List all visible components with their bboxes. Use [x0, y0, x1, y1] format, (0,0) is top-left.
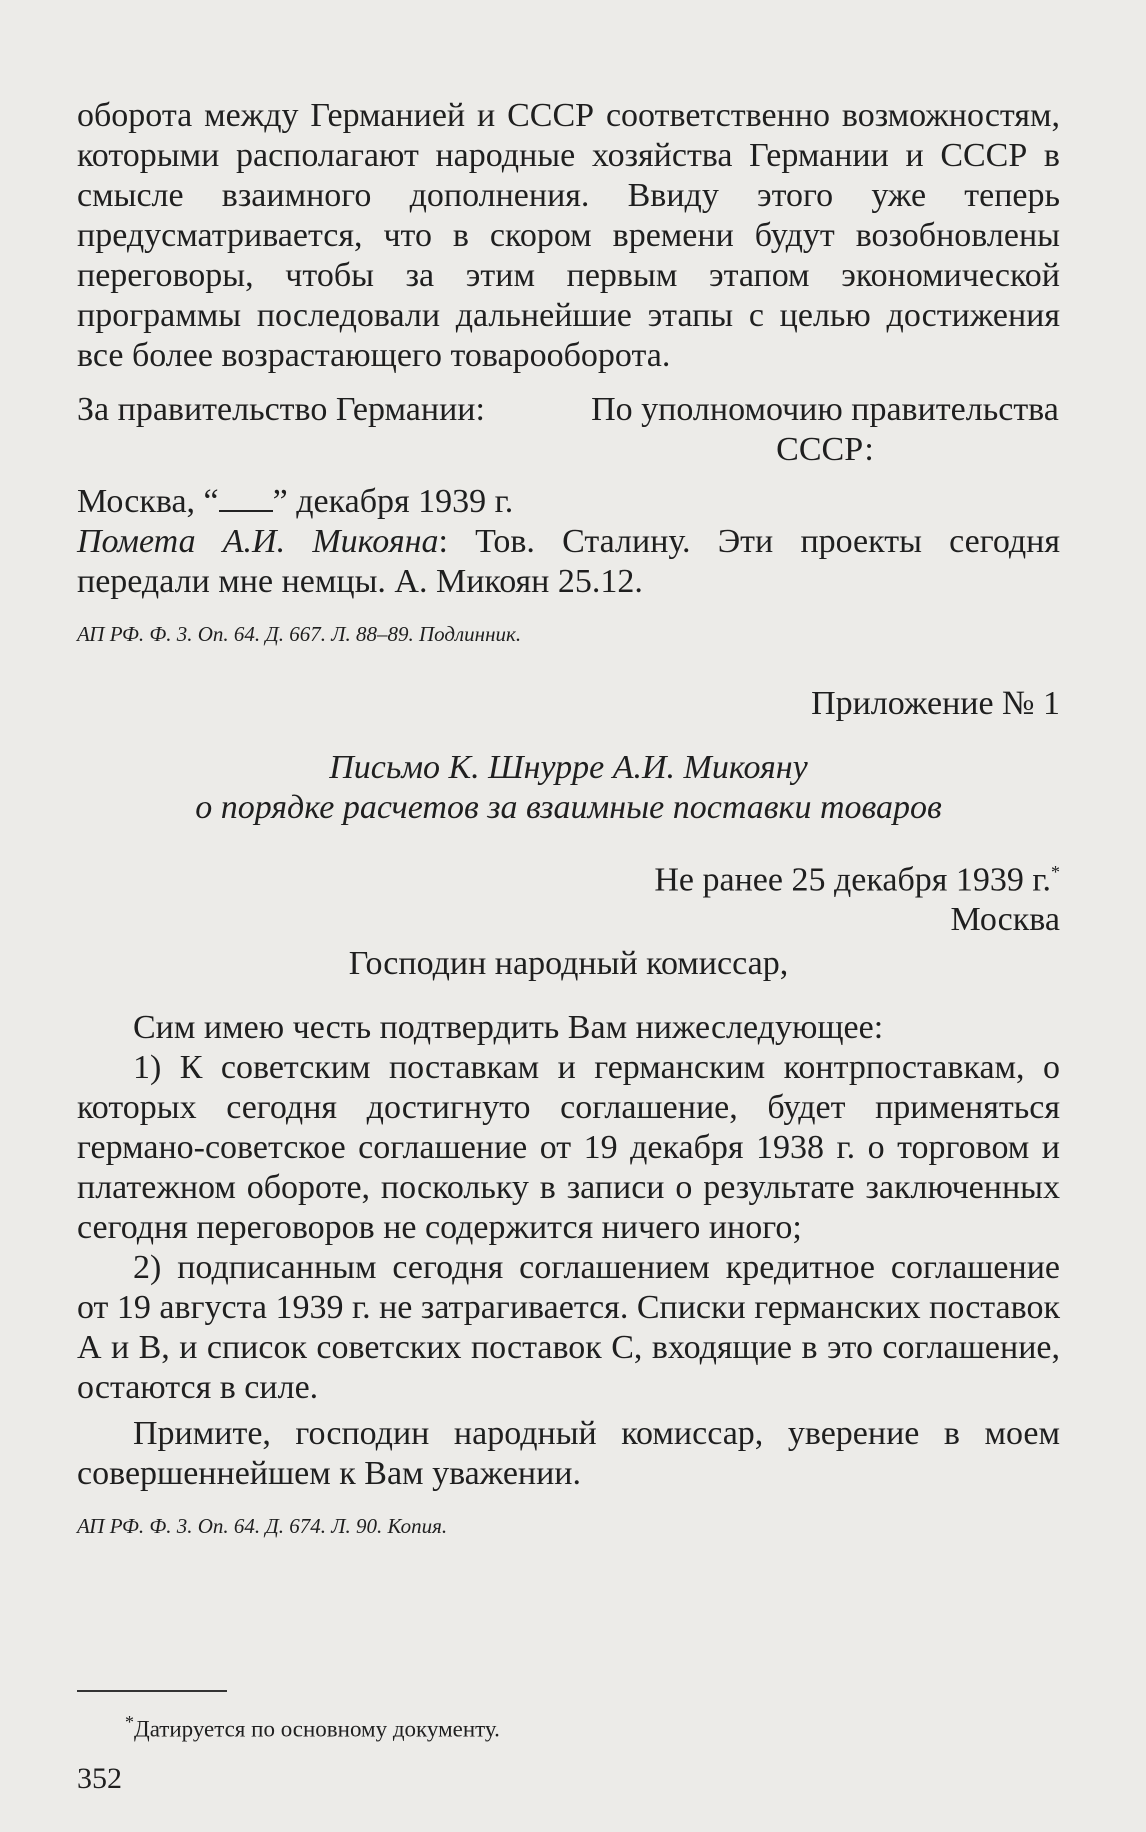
letter-item-1: 1) К советским поставкам и германским контрпоставкам, о которых сегодня достигнуто соглашение, будет применяться германо-советское соглашение от 19 декабря 1938 г. о торговом и платежном обороте, поскольку в записи о результате заключенных сегодня переговоров не содержится ничего иного; — [77, 1049, 1060, 1247]
letter-date-text: Не ранее 25 декабря 1939 г. — [654, 861, 1051, 899]
footnote-mark: * — [125, 1712, 134, 1732]
footnote-divider — [77, 1690, 227, 1692]
letter-date — [77, 852, 1060, 900]
letter-place: Москва — [950, 901, 1060, 939]
letter-item-2: 2) подписанным сегодня соглашением кредитное соглашение от 19 августа 1939 г. не затрагивается. Списки германских поставок А и В, и список советских поставок С, входящие в это соглашение, остаются в силе. — [77, 1249, 1060, 1407]
letter-title-line-1: Письмо К. Шнурре А.И. Микояну — [329, 749, 808, 786]
letter-date-footnote-mark: * — [1051, 862, 1060, 882]
letter-closing: Примите, господин народный комиссар, уверение в моем совершеннейшем к Вам уважении. — [77, 1415, 1060, 1493]
signing-date — [77, 482, 1060, 522]
signature-ussr: По уполномочию правительства СССР: — [591, 391, 1059, 468]
page-number: 352 — [77, 1762, 122, 1795]
archive-source-2: АП РФ. Ф. 3. Оп. 64. Д. 674. Л. 90. Копия. — [77, 1514, 448, 1539]
letter-title-line-2: о порядке расчетов за взаимные поставки товаров — [195, 789, 942, 826]
signature-germany: За правительство Германии: — [77, 391, 485, 428]
letter-intro: Сим имею честь подтвердить Вам нижеследующее: — [133, 1009, 884, 1047]
mikoyan-note — [77, 522, 1060, 602]
date-blank — [219, 509, 273, 512]
footnote-text: Датируется по основному документу. — [134, 1716, 500, 1742]
date-suffix: ” декабря 1939 г. — [272, 483, 514, 520]
appendix-label: Приложение № 1 — [811, 685, 1060, 722]
letter-salutation: Господин народный комиссар, — [348, 945, 789, 983]
note-label: Помета А.И. Микояна — [77, 523, 439, 560]
note-text: : Тов. Сталину. Эти проекты сегодня передали мне немцы. А. Микоян 25.12. — [77, 523, 1060, 600]
paragraph-trade: оборота между Германией и СССР соответственно возможностям, которыми располагают народные хозяйства Германии и СССР в смысле взаимного дополнения. Ввиду этого уже теперь предусматривается, что в скором времени будут возобновлены переговоры, чтобы за этим первым этапом экономической программы последовали дальнейшие этапы с целью достижения все более возрастающего товарооборота. — [77, 97, 1060, 374]
archive-source-1: АП РФ. Ф. 3. Оп. 64. Д. 667. Л. 88–89. Подлинник. — [77, 622, 522, 646]
date-prefix: Москва, “ — [77, 483, 219, 520]
page-body — [77, 96, 1060, 1540]
footnote — [125, 1708, 500, 1744]
signature-block — [77, 390, 1060, 470]
